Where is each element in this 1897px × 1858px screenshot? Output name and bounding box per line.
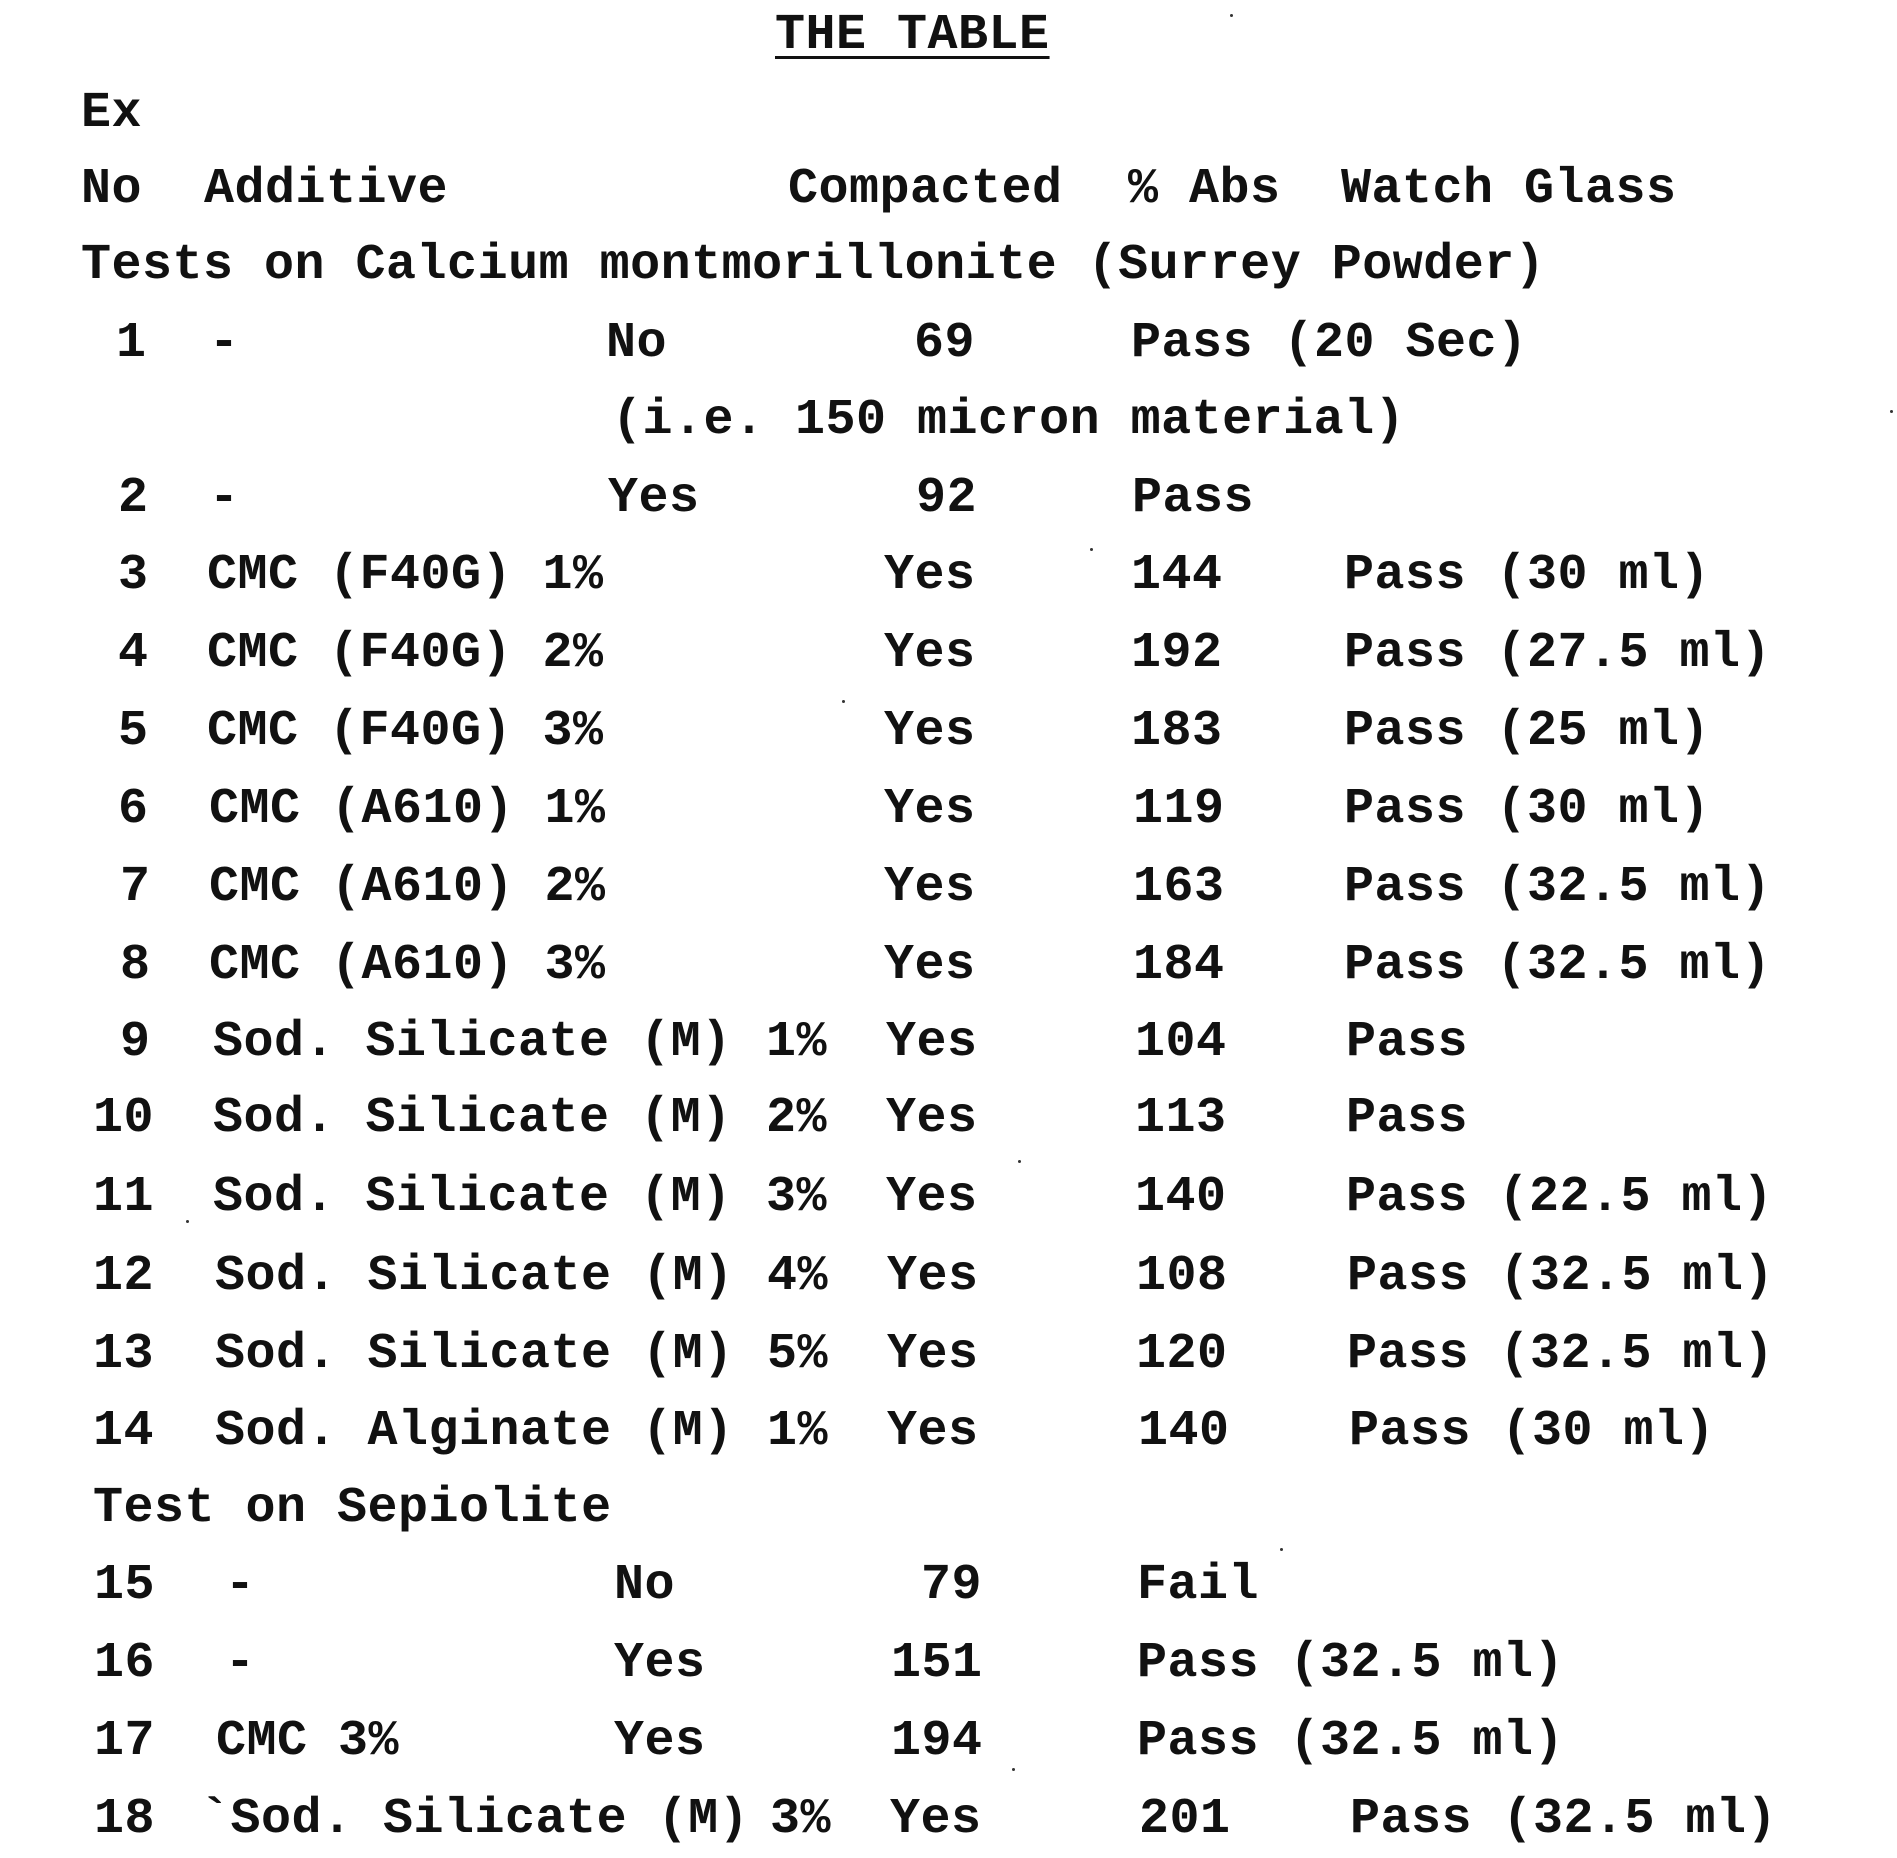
row-no: 4 (118, 625, 149, 682)
header-compacted: Compacted (788, 161, 1063, 218)
row-compacted: Yes (886, 1169, 978, 1226)
scan-speck (1280, 1548, 1283, 1551)
row-additive: CMC (F40G) 3% (207, 703, 604, 760)
row-pct: 5% (767, 1326, 829, 1383)
section-label: Tests on Calcium montmorillonite (Surrey Powder) (81, 237, 1546, 294)
header-ex: Ex (81, 85, 143, 142)
header-abs: % Abs (1128, 161, 1281, 218)
scan-speck (1018, 1160, 1021, 1163)
row-no: 17 (94, 1713, 156, 1770)
row-pct: 3% (770, 1791, 832, 1848)
row-no: 11 (93, 1169, 155, 1226)
row-compacted: Yes (887, 1403, 979, 1460)
row-abs: 92 (916, 470, 978, 527)
row-watch-glass: Pass (32.5 ml) (1137, 1713, 1565, 1770)
row-additive: Sod. Alginate (M) (215, 1403, 734, 1460)
row-additive: Sod. Silicate (M) (213, 1090, 732, 1147)
row-no: 14 (93, 1403, 155, 1460)
row-pct: 1% (766, 1014, 828, 1071)
row-abs: 140 (1135, 1169, 1227, 1226)
row-watch-glass: Pass (25 ml) (1344, 703, 1711, 760)
row-abs: 104 (1135, 1014, 1227, 1071)
row-compacted: Yes (608, 470, 700, 527)
row-compacted: Yes (890, 1791, 982, 1848)
row-additive: - (209, 470, 240, 527)
row-additive: Sod. Silicate (M) (213, 1169, 732, 1226)
row-no: 8 (120, 937, 151, 994)
row-watch-glass: Pass (20 Sec) (1131, 315, 1528, 372)
row-watch-glass: Pass (32.5 ml) (1137, 1635, 1565, 1692)
row-compacted: Yes (884, 859, 976, 916)
header-watch-glass: Watch Glass (1341, 161, 1677, 218)
row-abs: 194 (891, 1713, 983, 1770)
row-abs: 192 (1131, 625, 1223, 682)
row-additive: Sod. Silicate (M) (215, 1248, 734, 1305)
row-additive: - (209, 315, 240, 372)
scan-speck (842, 700, 845, 703)
row-additive: Sod. Silicate (M) (215, 1326, 734, 1383)
row-compacted: Yes (886, 1014, 978, 1071)
row-pct: 4% (767, 1248, 829, 1305)
row-compacted: Yes (884, 937, 976, 994)
row-no: 1 (116, 315, 147, 372)
row-additive: CMC (F40G) 2% (207, 625, 604, 682)
row-additive: - (225, 1635, 256, 1692)
row-pct: 3% (766, 1169, 828, 1226)
row-watch-glass: Fail (1137, 1557, 1260, 1614)
row-additive: Sod. Silicate (M) (213, 1014, 732, 1071)
row-abs: 120 (1136, 1326, 1228, 1383)
row-watch-glass: Pass (32.5 ml) (1350, 1791, 1778, 1848)
row-no: 13 (93, 1326, 155, 1383)
row-additive: CMC (A610) 1% (209, 781, 606, 838)
row-watch-glass: Pass (32.5 ml) (1344, 937, 1772, 994)
row-abs: 108 (1136, 1248, 1228, 1305)
row-additive: - (225, 1557, 256, 1614)
row-watch-glass: Pass (30 ml) (1344, 547, 1711, 604)
row-no: 12 (93, 1248, 155, 1305)
row-no: 16 (94, 1635, 156, 1692)
scan-speck (1012, 1768, 1015, 1771)
row-abs: 140 (1138, 1403, 1230, 1460)
scan-speck (1890, 410, 1893, 413)
row-additive: CMC (F40G) 1% (207, 547, 604, 604)
row-compacted: Yes (887, 1326, 979, 1383)
scan-speck (186, 1220, 189, 1223)
row-compacted: Yes (614, 1713, 706, 1770)
row-watch-glass: Pass (22.5 ml) (1346, 1169, 1774, 1226)
row-abs: 163 (1133, 859, 1225, 916)
row-no: 7 (120, 859, 151, 916)
row-compacted: Yes (884, 547, 976, 604)
row-note: (i.e. 150 micron material) (612, 392, 1406, 449)
row-no: 15 (94, 1557, 156, 1614)
header-additive: Additive (204, 161, 449, 218)
row-watch-glass: Pass (30 ml) (1349, 1403, 1716, 1460)
row-no: 9 (120, 1014, 151, 1071)
row-abs: 69 (914, 315, 976, 372)
row-pct: 1% (767, 1403, 829, 1460)
row-watch-glass: Pass (30 ml) (1344, 781, 1711, 838)
row-additive: CMC 3% (216, 1713, 400, 1770)
row-additive: CMC (A610) 3% (209, 937, 606, 994)
row-additive: `Sod. Silicate (M) (200, 1791, 750, 1848)
row-watch-glass: Pass (1132, 470, 1255, 527)
row-abs: 201 (1139, 1791, 1231, 1848)
row-compacted: Yes (884, 625, 976, 682)
row-watch-glass: Pass (1346, 1014, 1469, 1071)
row-watch-glass: Pass (32.5 ml) (1347, 1326, 1775, 1383)
scan-speck (1230, 14, 1233, 17)
row-watch-glass: Pass (27.5 ml) (1344, 625, 1772, 682)
row-no: 5 (118, 703, 149, 760)
scan-speck (1090, 548, 1093, 551)
row-watch-glass: Pass (1346, 1090, 1469, 1147)
row-compacted: Yes (886, 1090, 978, 1147)
row-compacted: Yes (884, 781, 976, 838)
row-pct: 2% (766, 1090, 828, 1147)
page-title: THE TABLE (775, 7, 1050, 64)
row-compacted: Yes (614, 1635, 706, 1692)
row-compacted: No (614, 1557, 676, 1614)
row-no: 6 (118, 781, 149, 838)
row-no: 10 (93, 1090, 155, 1147)
row-abs: 184 (1133, 937, 1225, 994)
row-no: 2 (118, 470, 149, 527)
row-no: 18 (94, 1791, 156, 1848)
row-watch-glass: Pass (32.5 ml) (1344, 859, 1772, 916)
row-abs: 151 (891, 1635, 983, 1692)
row-abs: 144 (1131, 547, 1223, 604)
row-abs: 113 (1135, 1090, 1227, 1147)
row-watch-glass: Pass (32.5 ml) (1347, 1248, 1775, 1305)
row-abs: 79 (921, 1557, 983, 1614)
row-compacted: Yes (884, 703, 976, 760)
row-abs: 119 (1133, 781, 1225, 838)
section-label: Test on Sepiolite (93, 1480, 612, 1537)
row-abs: 183 (1131, 703, 1223, 760)
row-compacted: No (606, 315, 668, 372)
row-additive: CMC (A610) 2% (209, 859, 606, 916)
row-compacted: Yes (887, 1248, 979, 1305)
row-no: 3 (118, 547, 149, 604)
header-no: No (81, 161, 143, 218)
